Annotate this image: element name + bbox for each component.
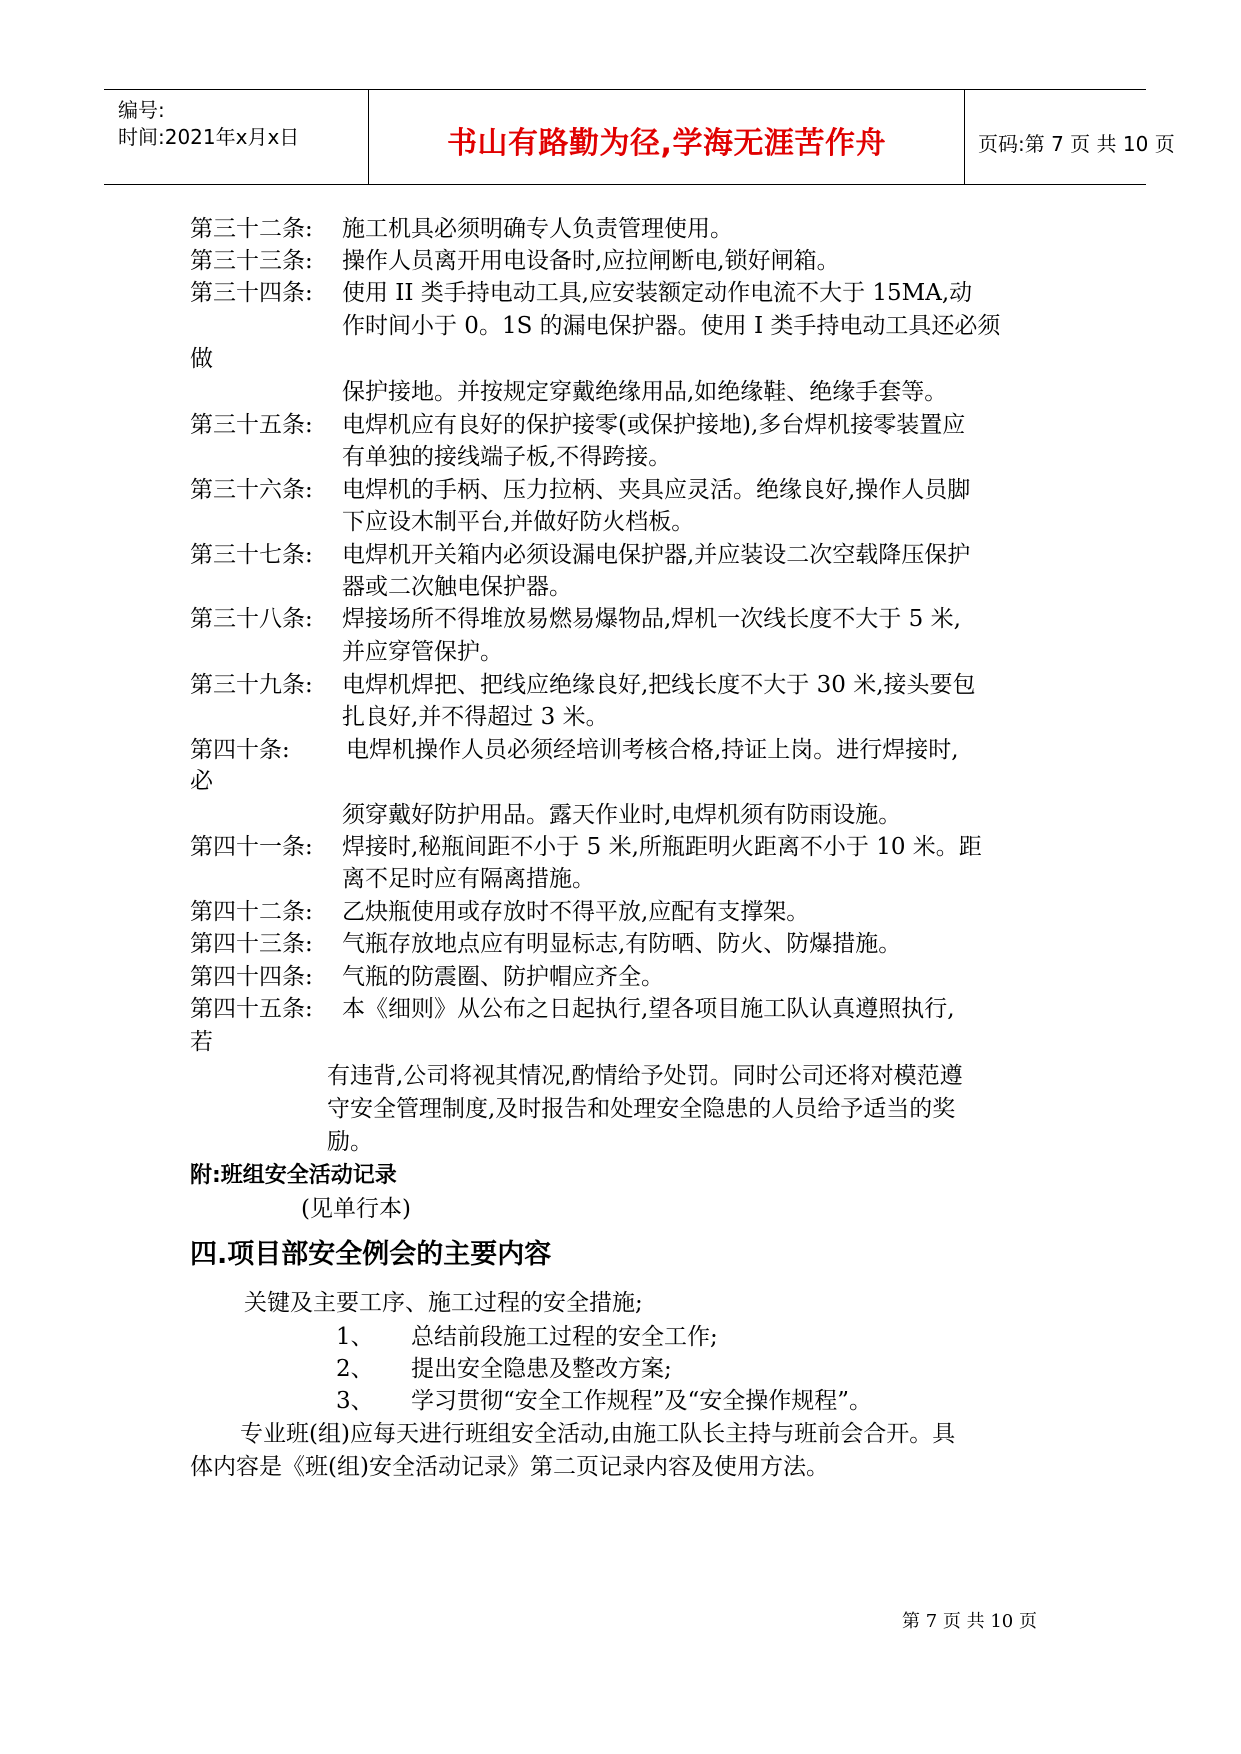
article-text: 电焊机操作人员必须经培训考核合格,持证上岗。进行焊接时, — [346, 737, 959, 763]
article-text: 施工机具必须明确专人负责管理使用。 — [342, 216, 733, 242]
article-text: 电焊机应有良好的保护接零(或保护接地),多台焊机接零装置应 — [342, 412, 966, 438]
article-text: 有违背,公司将视其情况,酌情给予处罚。同时公司还将对模范遵 — [327, 1063, 963, 1089]
list-item-text: 学习贯彻“安全工作规程”及“安全操作规程”。 — [411, 1388, 873, 1414]
article-text: 离不足时应有隔离措施。 — [342, 866, 595, 892]
header-middle-cell — [369, 90, 965, 184]
article-label: 第三十六条: — [190, 477, 313, 503]
section-paragraph-line-1: 专业班(组)应每天进行班组安全活动,由施工队长主持与班前会合开。具 — [240, 1421, 956, 1447]
article-text: 并应穿管保护。 — [342, 639, 503, 665]
list-item-text: 总结前段施工过程的安全工作; — [411, 1324, 718, 1350]
article-label: 第四十三条: — [190, 931, 313, 957]
article-text: 电焊机的手柄、压力拉柄、夹具应灵活。绝缘良好,操作人员脚 — [342, 477, 971, 503]
article-wrap-char: 做 — [190, 346, 213, 372]
article-text: 须穿戴好防护用品。露天作业时,电焊机须有防雨设施。 — [342, 802, 902, 828]
article-text: 励。 — [327, 1129, 373, 1155]
article-label: 第三十三条: — [190, 248, 313, 274]
article-wrap-char: 必 — [190, 768, 213, 794]
article-text: 保护接地。并按规定穿戴绝缘用品,如绝缘鞋、绝缘手套等。 — [342, 379, 948, 405]
section-paragraph-line-2: 体内容是《班(组)安全活动记录》第二页记录内容及使用方法。 — [190, 1454, 829, 1480]
article-text: 操作人员离开用电设备时,应拉闸断电,锁好闸箱。 — [342, 248, 840, 274]
list-item-text: 提出安全隐患及整改方案; — [411, 1356, 672, 1382]
article-text: 使用 II 类手持电动工具,应安装额定动作电流不大于 15MA,动 — [342, 280, 973, 306]
header-right-cell — [966, 90, 1175, 184]
article-label: 第四十二条: — [190, 899, 313, 925]
article-wrap-char: 若 — [190, 1029, 213, 1055]
page-label: 页码:第 7 页 共 10 页 — [978, 132, 1175, 156]
number-label: 编号: — [118, 98, 165, 122]
article-label: 第四十一条: — [190, 834, 313, 860]
section-intro: 关键及主要工序、施工过程的安全措施; — [244, 1290, 643, 1316]
article-text: 守安全管理制度,及时报告和处理安全隐患的人员给予适当的奖 — [327, 1096, 956, 1122]
article-text: 电焊机焊把、把线应绝缘良好,把线长度不大于 30 米,接头要包 — [342, 672, 976, 698]
article-text: 下应设木制平台,并做好防火档板。 — [342, 509, 695, 535]
article-label: 第三十五条: — [190, 412, 313, 438]
article-text: 电焊机开关箱内必须设漏电保护器,并应装设二次空载降压保护 — [342, 542, 971, 568]
article-text: 扎良好,并不得超过 3 米。 — [342, 704, 609, 730]
article-text: 气瓶的防震圈、防护帽应齐全。 — [342, 964, 664, 990]
article-label: 第三十八条: — [190, 606, 313, 632]
article-text: 器或二次触电保护器。 — [342, 574, 572, 600]
article-label: 第四十四条: — [190, 964, 313, 990]
list-item-number: 3、 — [336, 1388, 374, 1414]
article-label: 第四十五条: — [190, 996, 313, 1022]
article-text: 焊接时,秘瓶间距不小于 5 米,所瓶距明火距离不小于 10 米。距 — [342, 834, 982, 860]
article-label: 第三十二条: — [190, 216, 313, 242]
list-item-number: 2、 — [336, 1356, 374, 1382]
appendix-note: (见单行本) — [301, 1196, 411, 1222]
article-text: 本《细则》从公布之日起执行,望各项目施工队认真遵照执行, — [342, 996, 955, 1022]
article-text: 有单独的接线端子板,不得跨接。 — [342, 444, 672, 470]
list-item-number: 1、 — [336, 1324, 374, 1350]
motto: 书山有路勤为径,学海无涯苦作舟 — [447, 126, 886, 161]
appendix-title: 附:班组安全活动记录 — [190, 1163, 397, 1188]
article-text: 作时间小于 0。1S 的漏电保护器。使用 I 类手持电动工具还必须 — [342, 313, 1001, 339]
article-label: 第三十七条: — [190, 542, 313, 568]
article-text: 乙炔瓶使用或存放时不得平放,应配有支撑架。 — [342, 899, 810, 925]
time-label: 时间:2021年x月x日 — [118, 125, 300, 149]
article-label: 第四十条: — [190, 737, 290, 763]
page-footer: 第 7 页 共 10 页 — [902, 1611, 1037, 1632]
header-left-cell — [104, 90, 369, 184]
page-header — [104, 89, 1175, 185]
article-label: 第三十四条: — [190, 280, 313, 306]
section-heading: 四.项目部安全例会的主要内容 — [190, 1239, 552, 1270]
article-text: 气瓶存放地点应有明显标志,有防晒、防火、防爆措施。 — [342, 931, 902, 957]
article-label: 第三十九条: — [190, 672, 313, 698]
article-text: 焊接场所不得堆放易燃易爆物品,焊机一次线长度不大于 5 米, — [342, 606, 961, 632]
